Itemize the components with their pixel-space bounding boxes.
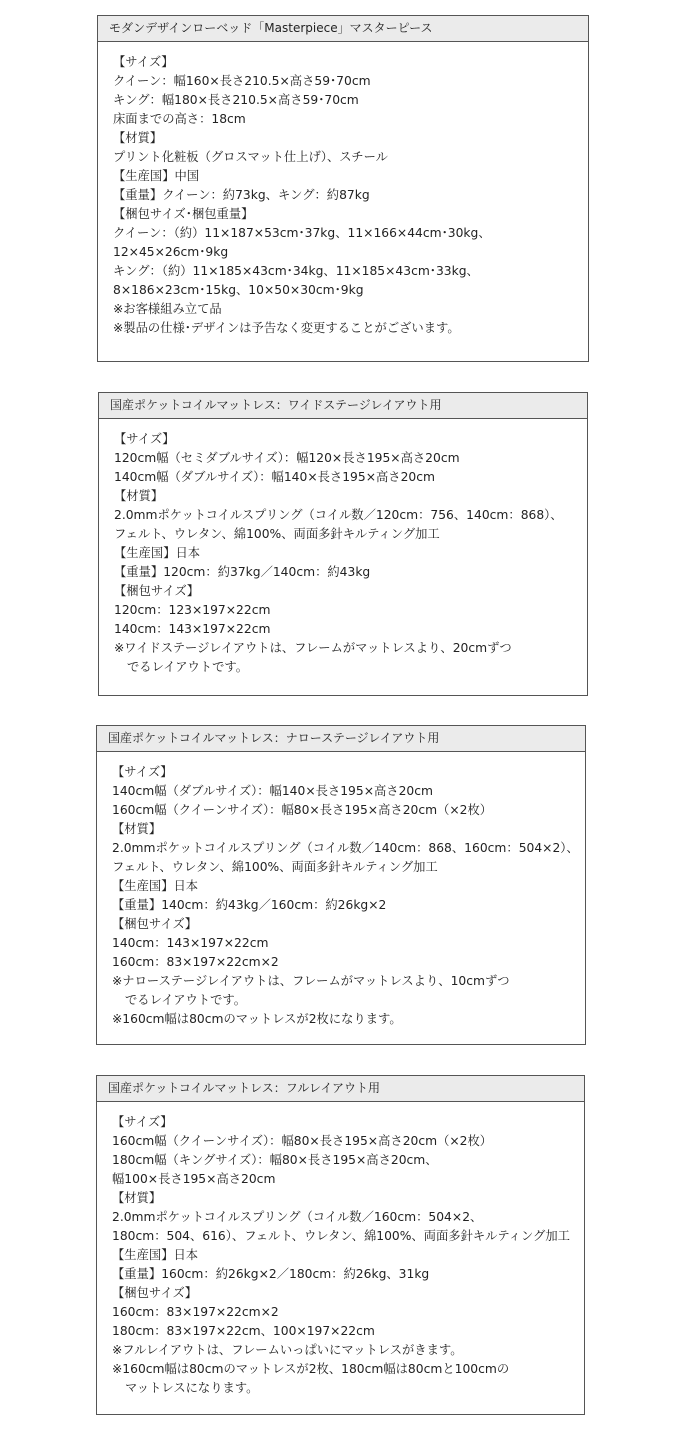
spec-box-body xyxy=(99,419,587,677)
spec-line: 【梱包サイズ】 xyxy=(112,917,198,931)
spec-line: 【材質】 xyxy=(113,131,163,145)
spec-line: 【サイズ】 xyxy=(113,55,174,69)
spec-line: 【重量】クイーン：約73kg、キング：約87kg xyxy=(113,188,370,202)
spec-line: 【生産国】中国 xyxy=(113,169,200,183)
spec-line: 【重量】120cm：約37kg／140cm：約43kg xyxy=(114,565,371,579)
spec-line: 8×186×23cm･15kg、10×50×30cm･9kg xyxy=(113,283,364,297)
spec-line: ※160cm幅は80cmのマットレスが2枚、180cm幅は80cmと100cmの xyxy=(112,1362,510,1376)
spec-line: 140cm：143×197×22cm xyxy=(114,622,271,636)
spec-line: 【梱包サイズ】 xyxy=(114,584,200,598)
spec-box-bed-frame xyxy=(97,15,589,362)
spec-line: 【重量】160cm：約26kg×2／180cm：約26kg、31kg xyxy=(112,1267,430,1281)
spec-line: 【重量】140cm：約43kg／160cm：約26kg×2 xyxy=(112,898,387,912)
spec-line: ※160cm幅は80cmのマットレスが2枚になります。 xyxy=(112,1012,402,1026)
spec-line: フェルト、ウレタン、綿100%、両面多針キルティング加工 xyxy=(114,527,440,541)
spec-line: 140cm幅（ダブルサイズ）：幅140×長さ195×高さ20cm xyxy=(112,784,433,798)
spec-line: マットレスになります。 xyxy=(125,1381,259,1395)
spec-line: 床面までの高さ：18cm xyxy=(113,112,246,126)
spec-line: ※お客様組み立て品 xyxy=(113,302,222,316)
spec-box-wide-stage-mattress xyxy=(98,392,588,696)
spec-box-body xyxy=(97,1102,584,1398)
spec-box-title: 国産ポケットコイルマットレス：ナローステージレイアウト用 xyxy=(97,726,585,752)
spec-line: クイーン：（約）11×187×53cm･37kg、11×166×44cm･30kg、 xyxy=(113,226,491,240)
spec-line: 【サイズ】 xyxy=(112,765,173,779)
spec-line: 幅100×長さ195×高さ20cm xyxy=(112,1172,276,1186)
spec-line: 【生産国】日本 xyxy=(112,1248,199,1262)
spec-line: 160cm：83×197×22cm×2 xyxy=(112,1305,279,1319)
spec-box-title: 国産ポケットコイルマットレス：フルレイアウト用 xyxy=(97,1076,584,1102)
spec-line: 2.0mmポケットコイルスプリング（コイル数／140cm：868、160cm：504×2）、 xyxy=(112,841,579,855)
spec-line: 180cm：83×197×22cm、100×197×22cm xyxy=(112,1324,375,1338)
spec-line: ※ナローステージレイアウトは、フレームがマットレスより、10cmずつ xyxy=(112,974,510,988)
spec-line: 120cm：123×197×22cm xyxy=(114,603,271,617)
spec-box-title: 国産ポケットコイルマットレス：ワイドステージレイアウト用 xyxy=(99,393,587,419)
spec-line: 【材質】 xyxy=(114,489,164,503)
spec-box-body xyxy=(97,752,585,1029)
spec-line: 180cm幅（キングサイズ）：幅80×長さ195×高さ20cm、 xyxy=(112,1153,438,1167)
spec-line: フェルト、ウレタン、綿100%、両面多針キルティング加工 xyxy=(112,860,438,874)
spec-box-full-layout-mattress xyxy=(96,1075,585,1415)
spec-line: でるレイアウトです。 xyxy=(125,993,247,1007)
spec-line: ※製品の仕様･デザインは予告なく変更することがございます。 xyxy=(113,321,460,335)
spec-line: 2.0mmポケットコイルスプリング（コイル数／160cm：504×2、 xyxy=(112,1210,483,1224)
spec-line: 180cm：504、616）、フェルト、ウレタン、綿100%、両面多針キルティング加工 xyxy=(112,1229,570,1243)
spec-line: 140cm：143×197×22cm xyxy=(112,936,269,950)
spec-line: 【材質】 xyxy=(112,822,162,836)
spec-line: でるレイアウトです。 xyxy=(127,660,249,674)
spec-line: 【生産国】日本 xyxy=(114,546,201,560)
spec-box-title: モダンデザインローベッド「Masterpiece」マスターピース xyxy=(98,16,588,42)
spec-box-body xyxy=(98,42,588,338)
spec-line: 【生産国】日本 xyxy=(112,879,199,893)
spec-line: ※フルレイアウトは、フレームいっぱいにマットレスがきます。 xyxy=(112,1343,463,1357)
spec-line: 【サイズ】 xyxy=(114,432,175,446)
spec-line: 【梱包サイズ･梱包重量】 xyxy=(113,207,254,221)
spec-line: 140cm幅（ダブルサイズ）：幅140×長さ195×高さ20cm xyxy=(114,470,435,484)
spec-line: キング：幅180×長さ210.5×高さ59･70cm xyxy=(113,93,359,107)
spec-line: プリント化粧板（グロスマット仕上げ）、スチール xyxy=(113,150,388,164)
spec-line: 【梱包サイズ】 xyxy=(112,1286,198,1300)
spec-box-narrow-stage-mattress xyxy=(96,725,586,1045)
spec-line: 2.0mmポケットコイルスプリング（コイル数／120cm：756、140cm：868）、 xyxy=(114,508,563,522)
spec-line: 120cm幅（セミダブルサイズ）：幅120×長さ195×高さ20cm xyxy=(114,451,460,465)
spec-line: 【サイズ】 xyxy=(112,1115,173,1129)
spec-line: 160cm：83×197×22cm×2 xyxy=(112,955,279,969)
spec-line: 【材質】 xyxy=(112,1191,162,1205)
spec-line: 160cm幅（クイーンサイズ）：幅80×長さ195×高さ20cm（×2枚） xyxy=(112,803,493,817)
spec-line: クイーン：幅160×長さ210.5×高さ59･70cm xyxy=(113,74,371,88)
spec-line: 160cm幅（クイーンサイズ）：幅80×長さ195×高さ20cm（×2枚） xyxy=(112,1134,493,1148)
spec-line: 12×45×26cm･9kg xyxy=(113,245,229,259)
spec-line: ※ワイドステージレイアウトは、フレームがマットレスより、20cmずつ xyxy=(114,641,512,655)
spec-line: キング：（約）11×185×43cm･34kg、11×185×43cm･33kg、 xyxy=(113,264,479,278)
